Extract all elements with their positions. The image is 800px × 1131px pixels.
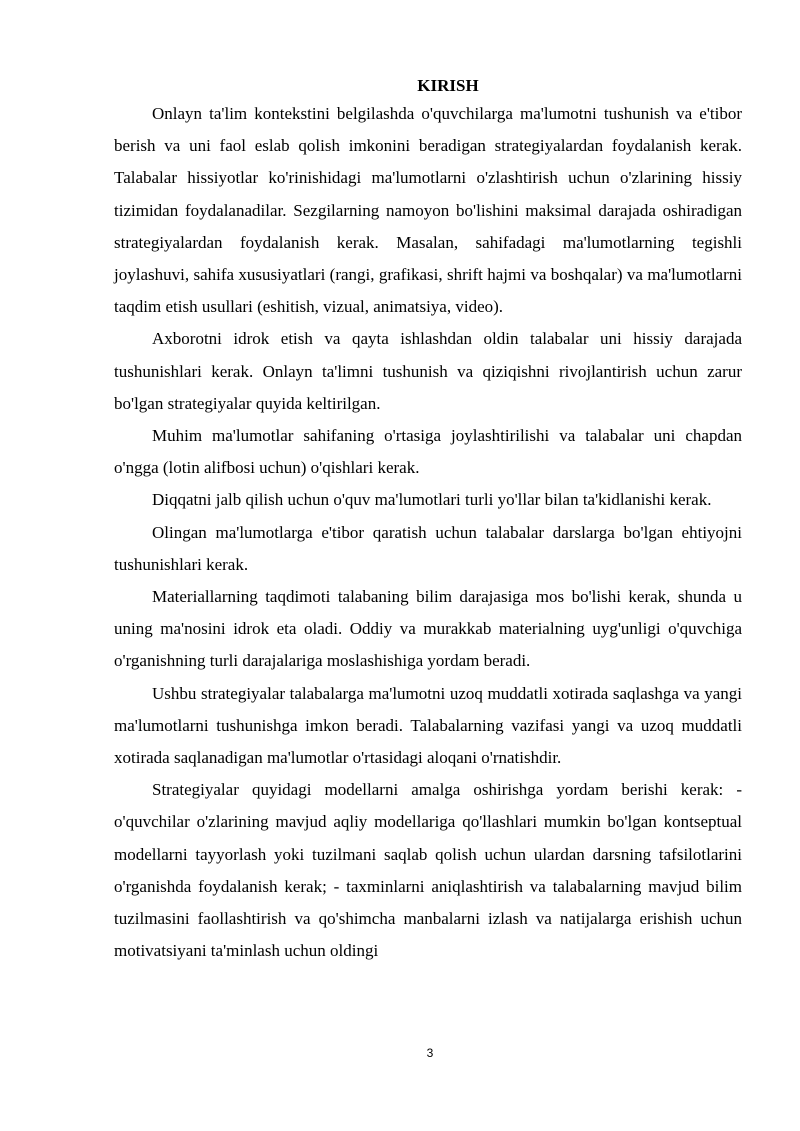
paragraph-5: Olingan ma'lumotlarga e'tibor qaratish uchun talabalar darslarga bo'lgan ehtiyojni tushunishlari kerak. — [114, 522, 742, 574]
section-title: KIRISH — [417, 76, 479, 95]
page-number: 3 — [426, 1046, 434, 1060]
paragraph-3: Muhim ma'lumotlar sahifaning o'rtasiga joylashtirilishi va talabalar uni chapdan o'ngga (lotin alifbosi uchun) o'qishlari kerak. — [114, 426, 742, 478]
paragraph-4: Diqqatni jalb qilish uchun o'quv ma'lumotlari turli yo'llar bilan ta'kidlanishi kerak. — [152, 490, 712, 510]
document-page — [114, 74, 742, 967]
paragraph-2: Axborotni idrok etish va qayta ishlashdan oldin talabalar uni hissiy darajada tushunishlari kerak. Onlayn ta'limni tushunish va qiziqishni rivojlantirish uchun zarur bo'lgan strategiyalar quyida keltirilgan. — [114, 329, 742, 413]
paragraph-6: Materiallarning taqdimoti talabaning bilim darajasiga mos bo'lishi kerak, shunda u uning ma'nosini idrok eta oladi. Oddiy va murakkab materialning uyg'unligi o'quvchiga o'rganishning turli darajalariga moslashishiga yordam beradi. — [114, 587, 742, 671]
paragraph-7: Ushbu strategiyalar talabalarga ma'lumotni uzoq muddatli xotirada saqlashga va yangi ma'lumotlarni tushunishga imkon beradi. Talabalarning vazifasi yangi va uzoq muddatli xotirada saqlanadigan ma'lumotlar o'rtasidagi aloqani o'rnatishdir. — [114, 683, 742, 768]
paragraph-1: Onlayn ta'lim kontekstini belgilashda o'quvchilarga ma'lumotni tushunish va e'tibor berish va uni faol eslab qolish imkonini beradigan strategiyalardan foydalanish kerak. Talabalar hissiyotlar ko'rinishidagi ma'lumotlarni o'zlashtirish uchun o'zlarining hissiy tizimidan foydalanadilar. Sezgilarning namoyon bo'lishini maksimal darajada oshiradigan strategiyalardan foydalanish kerak. Masalan, sahifadagi ma'lumotlarning tegishli joylashuvi, sahifa xususiyatlari (rangi, grafikasi, shrift hajmi va boshqalar) va ma'lumotlarni taqdim etish usullari (eshitish, vizual, animatsiya, video). — [114, 104, 742, 317]
paragraph-8: Strategiyalar quyidagi modellarni amalga oshirishga yordam berishi kerak: - o'quvchilar o'zlarining mavjud aqliy modellariga qo'llashlari mumkin bo'lgan kontseptual modellarni tayyorlash yoki tuzilmani saqlab qolish uchun ulardan darsning tafsilotlarini o'rganishda foydalanish kerak; - taxminlarni aniqlashtirish va talabalarning mavjud bilim tuzilmasini faollashtirish va qo'shimcha manbalarni izlash va natijalarga erishish uchun motivatsiyani ta'minlash uchun oldingi — [114, 780, 742, 961]
